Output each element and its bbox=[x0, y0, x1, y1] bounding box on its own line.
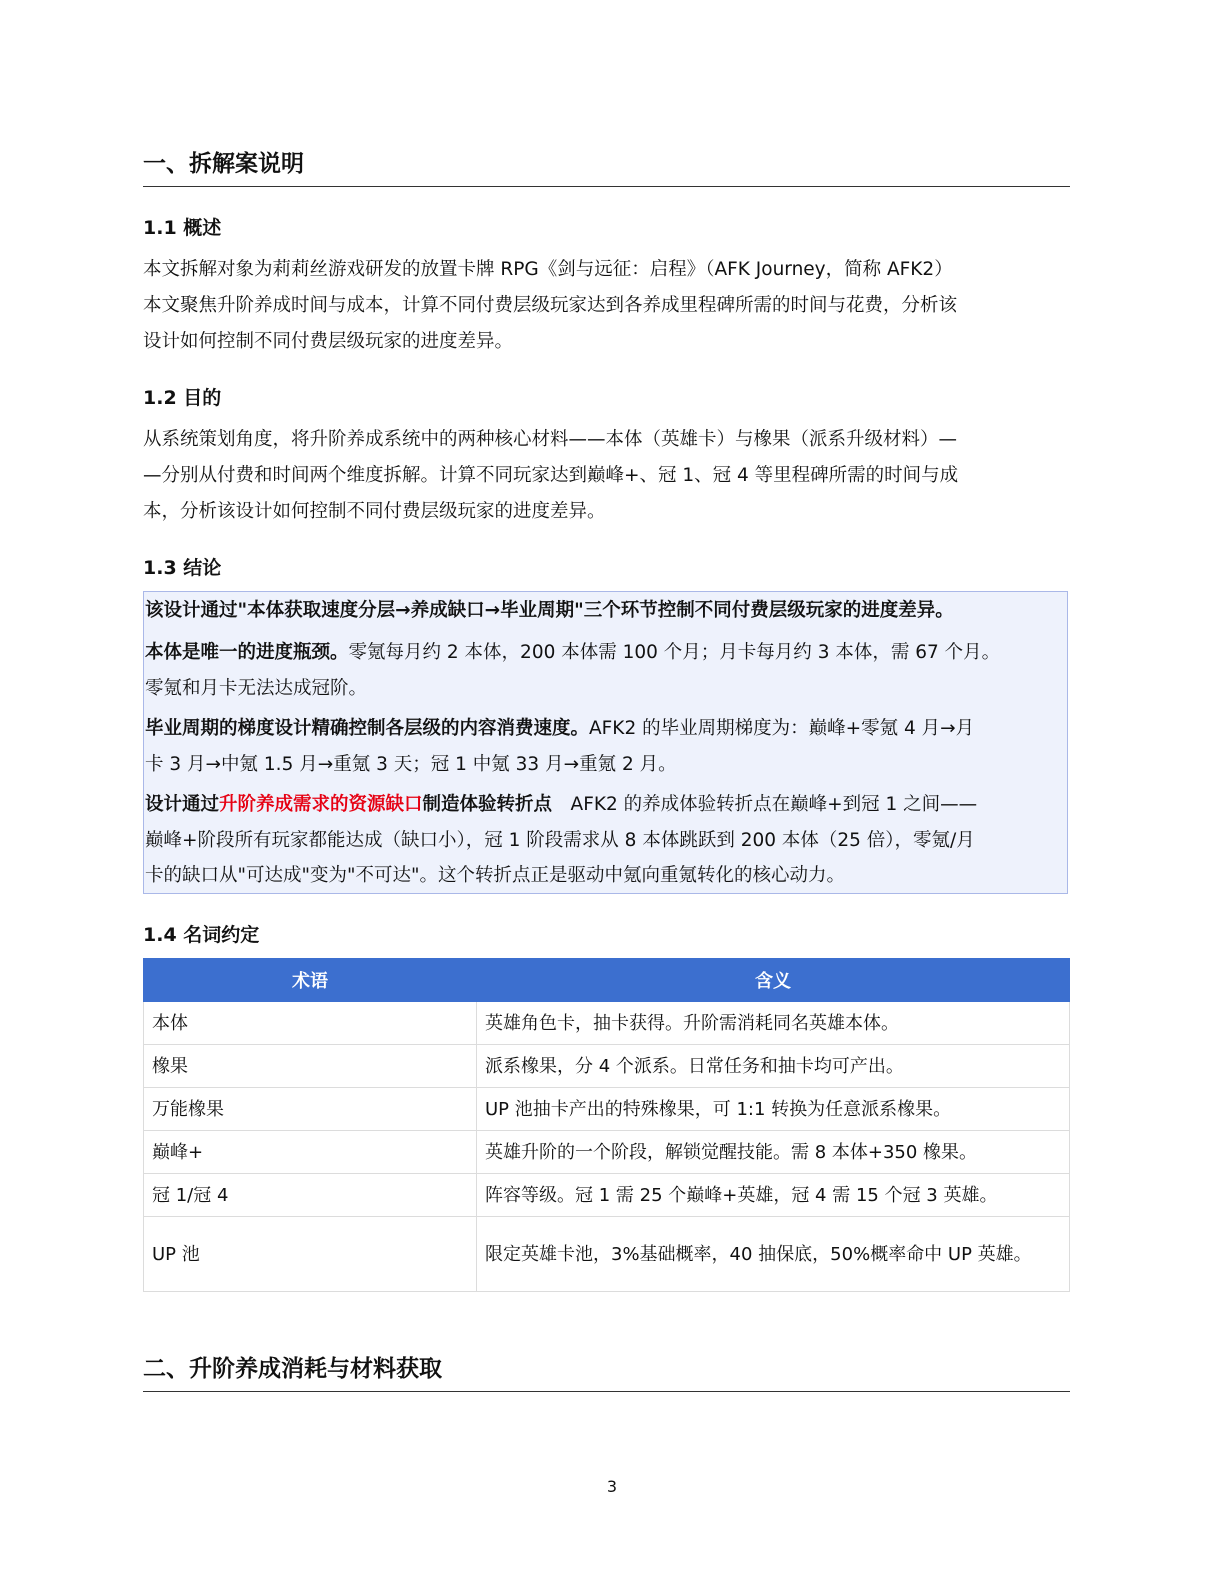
overview-paragraph bbox=[143, 252, 1070, 360]
table-row bbox=[144, 1217, 1070, 1292]
table-row bbox=[144, 1131, 1070, 1174]
meaning-cell: 英雄角色卡，抽卡获得。升阶需消耗同名英雄本体。 bbox=[477, 1002, 1070, 1045]
purpose-line: 本，分析该设计如何控制不同付费层级玩家的进度差异。 bbox=[143, 501, 606, 522]
conclusion-point-2-cont: 卡 3 月→中氪 1.5 月→重氪 3 天；冠 1 中氪 33 月→重氪 2 月。 bbox=[145, 754, 677, 775]
conclusion-point-2 bbox=[145, 713, 974, 745]
section-1-title: 一、拆解案说明 bbox=[143, 148, 1070, 187]
point-3-bold-a: 设计通过 bbox=[145, 794, 220, 815]
table-row bbox=[144, 1002, 1070, 1045]
heading-1-1: 1.1 概述 bbox=[143, 217, 222, 239]
term-cell: UP 池 bbox=[144, 1217, 477, 1292]
conclusion-box bbox=[143, 591, 1068, 894]
table-row bbox=[144, 1045, 1070, 1088]
table-row bbox=[144, 1088, 1070, 1131]
term-cell: 本体 bbox=[144, 1002, 477, 1045]
overview-line: 本文聚焦升阶养成时间与成本，计算不同付费层级玩家达到各养成里程碑所需的时间与花费，分析该 bbox=[143, 295, 958, 316]
heading-1-4: 1.4 名词约定 bbox=[143, 924, 260, 946]
term-cell: 冠 1/冠 4 bbox=[144, 1174, 477, 1217]
conclusion-point-3-cont2: 卡的缺口从"可达成"变为"不可达"。这个转折点正是驱动中氪向重氪转化的核心动力。 bbox=[145, 865, 846, 886]
point-3-text: AFK2 的养成体验转折点在巅峰+到冠 1 之间—— bbox=[552, 794, 978, 815]
point-2-text: AFK2 的毕业周期梯度为：巅峰+零氪 4 月→月 bbox=[589, 718, 975, 739]
table-header-row bbox=[144, 959, 1070, 1002]
meaning-cell: 阵容等级。冠 1 需 25 个巅峰+英雄，冠 4 需 15 个冠 3 英雄。 bbox=[477, 1174, 1070, 1217]
heading-1-3: 1.3 结论 bbox=[143, 557, 222, 579]
purpose-line: —分别从付费和时间两个维度拆解。计算不同玩家达到巅峰+、冠 1、冠 4 等里程碑所需的时间与成 bbox=[143, 465, 959, 486]
term-cell: 万能橡果 bbox=[144, 1088, 477, 1131]
point-3-bold-b: 制造体验转折点 bbox=[422, 794, 553, 815]
table-row bbox=[144, 1174, 1070, 1217]
term-cell: 巅峰+ bbox=[144, 1131, 477, 1174]
conclusion-point-3-cont: 巅峰+阶段所有玩家都能达成（缺口小），冠 1 阶段需求从 8 本体跳跃到 200 本体（25 倍），零氪/月 bbox=[145, 830, 975, 851]
overview-line: 设计如何控制不同付费层级玩家的进度差异。 bbox=[143, 331, 514, 352]
section-2-title: 二、升阶养成消耗与材料获取 bbox=[143, 1353, 1070, 1392]
purpose-line: 从系统策划角度，将升阶养成系统中的两种核心材料——本体（英雄卡）与橡果（派系升级材料）— bbox=[143, 429, 958, 450]
column-header-term: 术语 bbox=[144, 959, 477, 1002]
conclusion-point-1-cont: 零氪和月卡无法达成冠阶。 bbox=[145, 678, 368, 699]
point-1-bold: 本体是唯一的进度瓶颈。 bbox=[145, 642, 349, 663]
point-2-bold: 毕业周期的梯度设计精确控制各层级的内容消费速度。 bbox=[145, 718, 590, 739]
point-1-text: 零氪每月约 2 本体，200 本体需 100 个月；月卡每月约 3 本体，需 67 个月。 bbox=[348, 642, 1001, 663]
meaning-cell: UP 池抽卡产出的特殊橡果，可 1:1 转换为任意派系橡果。 bbox=[477, 1088, 1070, 1131]
heading-1-2: 1.2 目的 bbox=[143, 387, 222, 409]
point-3-highlight: 升阶养成需求的资源缺口 bbox=[219, 794, 423, 815]
overview-line: 本文拆解对象为莉莉丝游戏研发的放置卡牌 RPG《剑与远征：启程》（AFK Journey，简称 AFK2） bbox=[143, 259, 953, 280]
purpose-paragraph bbox=[143, 422, 1070, 530]
meaning-cell: 派系橡果，分 4 个派系。日常任务和抽卡均可产出。 bbox=[477, 1045, 1070, 1088]
conclusion-summary: 该设计通过"本体获取速度分层→养成缺口→毕业周期"三个环节控制不同付费层级玩家的进度差异。 bbox=[145, 600, 954, 621]
conclusion-point-1 bbox=[145, 637, 1000, 669]
meaning-cell: 英雄升阶的一个阶段，解锁觉醒技能。需 8 本体+350 橡果。 bbox=[477, 1131, 1070, 1174]
page-number: 3 bbox=[606, 1477, 618, 1496]
column-header-meaning: 含义 bbox=[477, 959, 1070, 1002]
meaning-cell: 限定英雄卡池，3%基础概率，40 抽保底，50%概率命中 UP 英雄。 bbox=[477, 1217, 1070, 1292]
term-cell: 橡果 bbox=[144, 1045, 477, 1088]
conclusion-point-3 bbox=[145, 789, 977, 821]
glossary-table bbox=[143, 958, 1070, 1292]
